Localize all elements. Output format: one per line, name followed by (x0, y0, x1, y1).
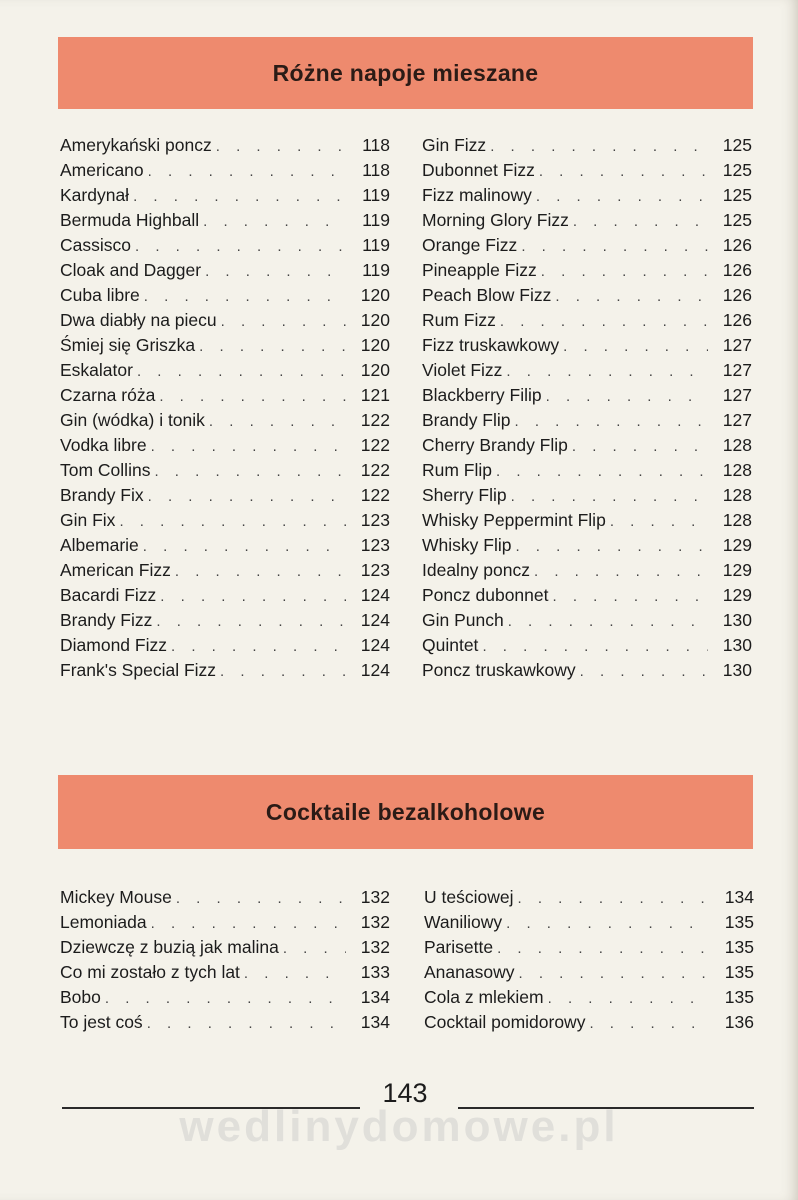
leader-dots (541, 259, 708, 284)
entry-page-number: 126 (722, 235, 752, 255)
entry-name: Dubonnet Fizz (422, 160, 535, 180)
entry-page-number: 129 (722, 535, 752, 555)
entry-name: Blackberry Filip (422, 385, 542, 405)
entry-page-number: 127 (722, 335, 752, 355)
entry-name: American Fizz (60, 560, 171, 580)
index-entry (422, 283, 752, 308)
entry-page-number: 127 (722, 360, 752, 380)
index-entry (422, 458, 752, 483)
entry-page-number: 129 (722, 560, 752, 580)
index-entry (422, 183, 752, 208)
entry-name: Brandy Flip (422, 410, 511, 430)
entry-name: Orange Fizz (422, 235, 518, 255)
leader-dots (143, 534, 346, 559)
index-entry (60, 308, 390, 333)
entry-page-number: 118 (362, 135, 390, 155)
entry-name: Co mi zostało z tych lat (60, 962, 240, 982)
entry-name: Quintet (422, 635, 479, 655)
entry-page-number: 125 (722, 135, 752, 155)
index-entry (424, 885, 754, 910)
leader-dots (283, 936, 346, 961)
leader-dots (506, 911, 710, 936)
entry-page-number: 132 (360, 937, 390, 957)
leader-dots (160, 584, 346, 609)
entry-page-number: 119 (362, 235, 390, 255)
leader-dots (133, 184, 346, 209)
entry-name: Poncz dubonnet (422, 585, 549, 605)
entry-name: Rum Fizz (422, 310, 496, 330)
leader-dots (244, 961, 346, 986)
entry-name: Whisky Peppermint Flip (422, 510, 606, 530)
index-entry (424, 960, 754, 985)
page-number: 143 (382, 1078, 428, 1108)
index-entry (60, 458, 390, 483)
entry-page-number: 135 (724, 937, 754, 957)
leader-dots (496, 459, 708, 484)
leader-dots (500, 309, 708, 334)
entry-page-number: 123 (360, 560, 390, 580)
entry-name: Amerykański poncz (60, 135, 212, 155)
entry-name: Gin Fix (60, 510, 116, 530)
entry-page-number: 136 (724, 1012, 754, 1032)
entry-name: Cherry Brandy Flip (422, 435, 568, 455)
entry-name: Bacardi Fizz (60, 585, 157, 605)
entry-page-number: 132 (360, 912, 390, 932)
entry-name: Morning Glory Fizz (422, 210, 569, 230)
entry-name: Tom Collins (60, 460, 151, 480)
leader-dots (518, 961, 710, 986)
entry-page-number: 120 (360, 335, 390, 355)
index-entry (60, 383, 390, 408)
leader-dots (555, 284, 708, 309)
entry-name: Śmiej się Griszka (60, 335, 196, 355)
index-entry (60, 158, 390, 183)
entry-name: Bobo (60, 987, 101, 1007)
leader-dots (154, 459, 346, 484)
entry-page-number: 124 (360, 585, 390, 605)
index-entry (60, 633, 390, 658)
leader-dots (220, 659, 346, 684)
index-entry (60, 433, 390, 458)
entry-name: Poncz truskawkowy (422, 660, 576, 680)
entry-page-number: 126 (722, 285, 752, 305)
section-banner-mixed-drinks (58, 37, 753, 109)
entry-name: Lemoniada (60, 912, 147, 932)
index-entry (422, 558, 752, 583)
entry-name: Cloak and Dagger (60, 260, 202, 280)
leader-dots (506, 359, 708, 384)
leader-dots (508, 609, 708, 634)
leader-dots (175, 559, 346, 584)
entry-name: Albemarie (60, 535, 139, 555)
leader-dots (137, 359, 346, 384)
index-entry (422, 533, 752, 558)
leader-dots (221, 309, 346, 334)
leader-dots (203, 209, 346, 234)
leader-dots (205, 259, 346, 284)
index-entry (422, 233, 752, 258)
entry-name: Bermuda Highball (60, 210, 200, 230)
leader-dots (151, 911, 346, 936)
entry-page-number: 130 (722, 660, 752, 680)
index-entry (60, 183, 390, 208)
index-entry (60, 333, 390, 358)
entry-page-number: 129 (722, 585, 752, 605)
leader-dots (573, 209, 708, 234)
entry-name: Vodka libre (60, 435, 147, 455)
index-entry (60, 608, 390, 633)
entry-name: Ananasowy (424, 962, 515, 982)
index-entry (60, 583, 390, 608)
index-entry (422, 483, 752, 508)
entry-name: U teściowej (424, 887, 514, 907)
entry-page-number: 126 (722, 260, 752, 280)
watermark: wedlinydomowe.pl (179, 1102, 619, 1151)
index-entry (60, 408, 390, 433)
index-entry (60, 935, 390, 960)
entry-page-number: 125 (722, 185, 752, 205)
leader-dots (151, 434, 346, 459)
entry-name: Frank's Special Fizz (60, 660, 217, 680)
entry-page-number: 119 (362, 210, 390, 230)
entry-name: Waniliowy (424, 912, 503, 932)
entry-page-number: 134 (724, 887, 754, 907)
entry-page-number: 132 (360, 887, 390, 907)
index-column-left (60, 885, 390, 1035)
index-entry (422, 133, 752, 158)
entry-page-number: 118 (362, 160, 390, 180)
entry-name: Mickey Mouse (60, 887, 172, 907)
leader-dots (209, 409, 346, 434)
index-entry (60, 960, 390, 985)
index-entry (422, 158, 752, 183)
entry-name: Cassisco (60, 235, 131, 255)
leader-dots (176, 886, 346, 911)
index-entry (60, 558, 390, 583)
entry-page-number: 122 (360, 485, 390, 505)
leader-dots (156, 609, 346, 634)
entry-page-number: 120 (360, 360, 390, 380)
entry-name: Cola z mlekiem (424, 987, 544, 1007)
index-entry (422, 258, 752, 283)
entry-page-number: 130 (722, 635, 752, 655)
entry-name: Czarna róża (60, 385, 156, 405)
leader-dots (135, 234, 346, 259)
entry-name: To jest coś (60, 1012, 143, 1032)
leader-dots (546, 384, 708, 409)
leader-dots (216, 134, 346, 159)
entry-name: Cocktail pomidorowy (424, 1012, 586, 1032)
leader-dots (534, 559, 708, 584)
entry-page-number: 134 (360, 1012, 390, 1032)
index-entry (60, 208, 390, 233)
entry-page-number: 134 (360, 987, 390, 1007)
entry-name: Dwa diabły na piecu (60, 310, 217, 330)
entry-name: Idealny poncz (422, 560, 530, 580)
index-entry (424, 935, 754, 960)
leader-dots (580, 659, 708, 684)
entry-page-number: 126 (722, 310, 752, 330)
index-entry (422, 633, 752, 658)
entry-name: Cuba libre (60, 285, 140, 305)
index-entry (422, 333, 752, 358)
leader-dots (521, 234, 708, 259)
entry-page-number: 133 (360, 962, 390, 982)
index-entry (60, 508, 390, 533)
entry-page-number: 123 (360, 535, 390, 555)
leader-dots (511, 484, 708, 509)
leader-dots (539, 159, 708, 184)
entry-page-number: 125 (722, 160, 752, 180)
entry-name: Kardynał (60, 185, 130, 205)
entry-page-number: 127 (722, 385, 752, 405)
index-entry (60, 483, 390, 508)
entry-page-number: 124 (360, 610, 390, 630)
leader-dots (144, 284, 346, 309)
entry-name: Pineapple Fizz (422, 260, 537, 280)
entry-page-number: 124 (360, 660, 390, 680)
entry-page-number: 128 (722, 435, 752, 455)
entry-page-number: 123 (360, 510, 390, 530)
entry-name: Parisette (424, 937, 494, 957)
entry-name: Rum Flip (422, 460, 493, 480)
entry-name: Fizz truskawkowy (422, 335, 560, 355)
leader-dots (610, 509, 708, 534)
entry-name: Americano (60, 160, 144, 180)
index-entry (422, 433, 752, 458)
leader-dots (148, 484, 346, 509)
leader-dots (515, 409, 708, 434)
index-entry (424, 1010, 754, 1035)
section-title: Cocktaile bezalkoholowe (265, 798, 546, 825)
entry-name: Brandy Fizz (60, 610, 153, 630)
index-entry (422, 658, 752, 683)
index-entry (60, 885, 390, 910)
index-entry (60, 133, 390, 158)
entry-page-number: 122 (360, 435, 390, 455)
entry-page-number: 128 (722, 485, 752, 505)
entry-page-number: 119 (362, 185, 390, 205)
leader-dots (589, 1011, 710, 1036)
entry-name: Sherry Flip (422, 485, 507, 505)
entry-name: Fizz malinowy (422, 185, 532, 205)
leader-dots (536, 184, 708, 209)
entry-page-number: 124 (360, 635, 390, 655)
entry-name: Eskalator (60, 360, 133, 380)
index-entry (422, 583, 752, 608)
leader-dots (490, 134, 708, 159)
leader-dots (119, 509, 346, 534)
entry-page-number: 130 (722, 610, 752, 630)
index-entry (60, 985, 390, 1010)
entry-page-number: 128 (722, 460, 752, 480)
leader-dots (482, 634, 708, 659)
entry-page-number: 125 (722, 210, 752, 230)
entry-name: Gin Punch (422, 610, 504, 630)
section-banner-non-alcoholic (58, 775, 753, 849)
leader-dots (553, 584, 709, 609)
leader-dots (497, 936, 710, 961)
leader-dots (563, 334, 708, 359)
entry-page-number: 135 (724, 987, 754, 1007)
leader-dots (572, 434, 708, 459)
index-entry (60, 658, 390, 683)
leader-dots (147, 1011, 346, 1036)
section-title: Różne napoje mieszane (272, 59, 539, 86)
index-entry (422, 508, 752, 533)
entry-name: Brandy Fix (60, 485, 144, 505)
leader-dots (548, 986, 710, 1011)
leader-dots (199, 334, 346, 359)
index-entry (60, 1010, 390, 1035)
leader-dots (517, 886, 710, 911)
index-entry (60, 533, 390, 558)
entry-name: Violet Fizz (422, 360, 503, 380)
leader-dots (171, 634, 346, 659)
index-entry (424, 985, 754, 1010)
index-entry (424, 910, 754, 935)
index-entry (60, 910, 390, 935)
entry-page-number: 121 (360, 385, 390, 405)
index-entry (60, 258, 390, 283)
leader-dots (515, 534, 708, 559)
entry-page-number: 120 (360, 310, 390, 330)
index-column-right (422, 133, 752, 683)
leader-dots (148, 159, 346, 184)
index-entry (60, 358, 390, 383)
index-entry (422, 308, 752, 333)
entry-page-number: 119 (362, 260, 390, 280)
entry-name: Gin (wódka) i tonik (60, 410, 205, 430)
entry-page-number: 135 (724, 962, 754, 982)
index-column-right (424, 885, 754, 1035)
index-column-left (60, 133, 390, 683)
leader-dots (159, 384, 346, 409)
index-entry (422, 408, 752, 433)
entry-page-number: 120 (360, 285, 390, 305)
entry-name: Peach Blow Fizz (422, 285, 552, 305)
index-entry (422, 358, 752, 383)
entry-page-number: 122 (360, 460, 390, 480)
entry-name: Gin Fizz (422, 135, 487, 155)
entry-name: Dziewczę z buzią jak malina (60, 937, 279, 957)
entry-name: Diamond Fizz (60, 635, 167, 655)
index-entry (60, 283, 390, 308)
entry-page-number: 122 (360, 410, 390, 430)
entry-page-number: 128 (722, 510, 752, 530)
index-entry (422, 383, 752, 408)
index-entry (60, 233, 390, 258)
entry-page-number: 135 (724, 912, 754, 932)
leader-dots (105, 986, 346, 1011)
entry-name: Whisky Flip (422, 535, 512, 555)
index-entry (422, 208, 752, 233)
entry-page-number: 127 (722, 410, 752, 430)
index-entry (422, 608, 752, 633)
